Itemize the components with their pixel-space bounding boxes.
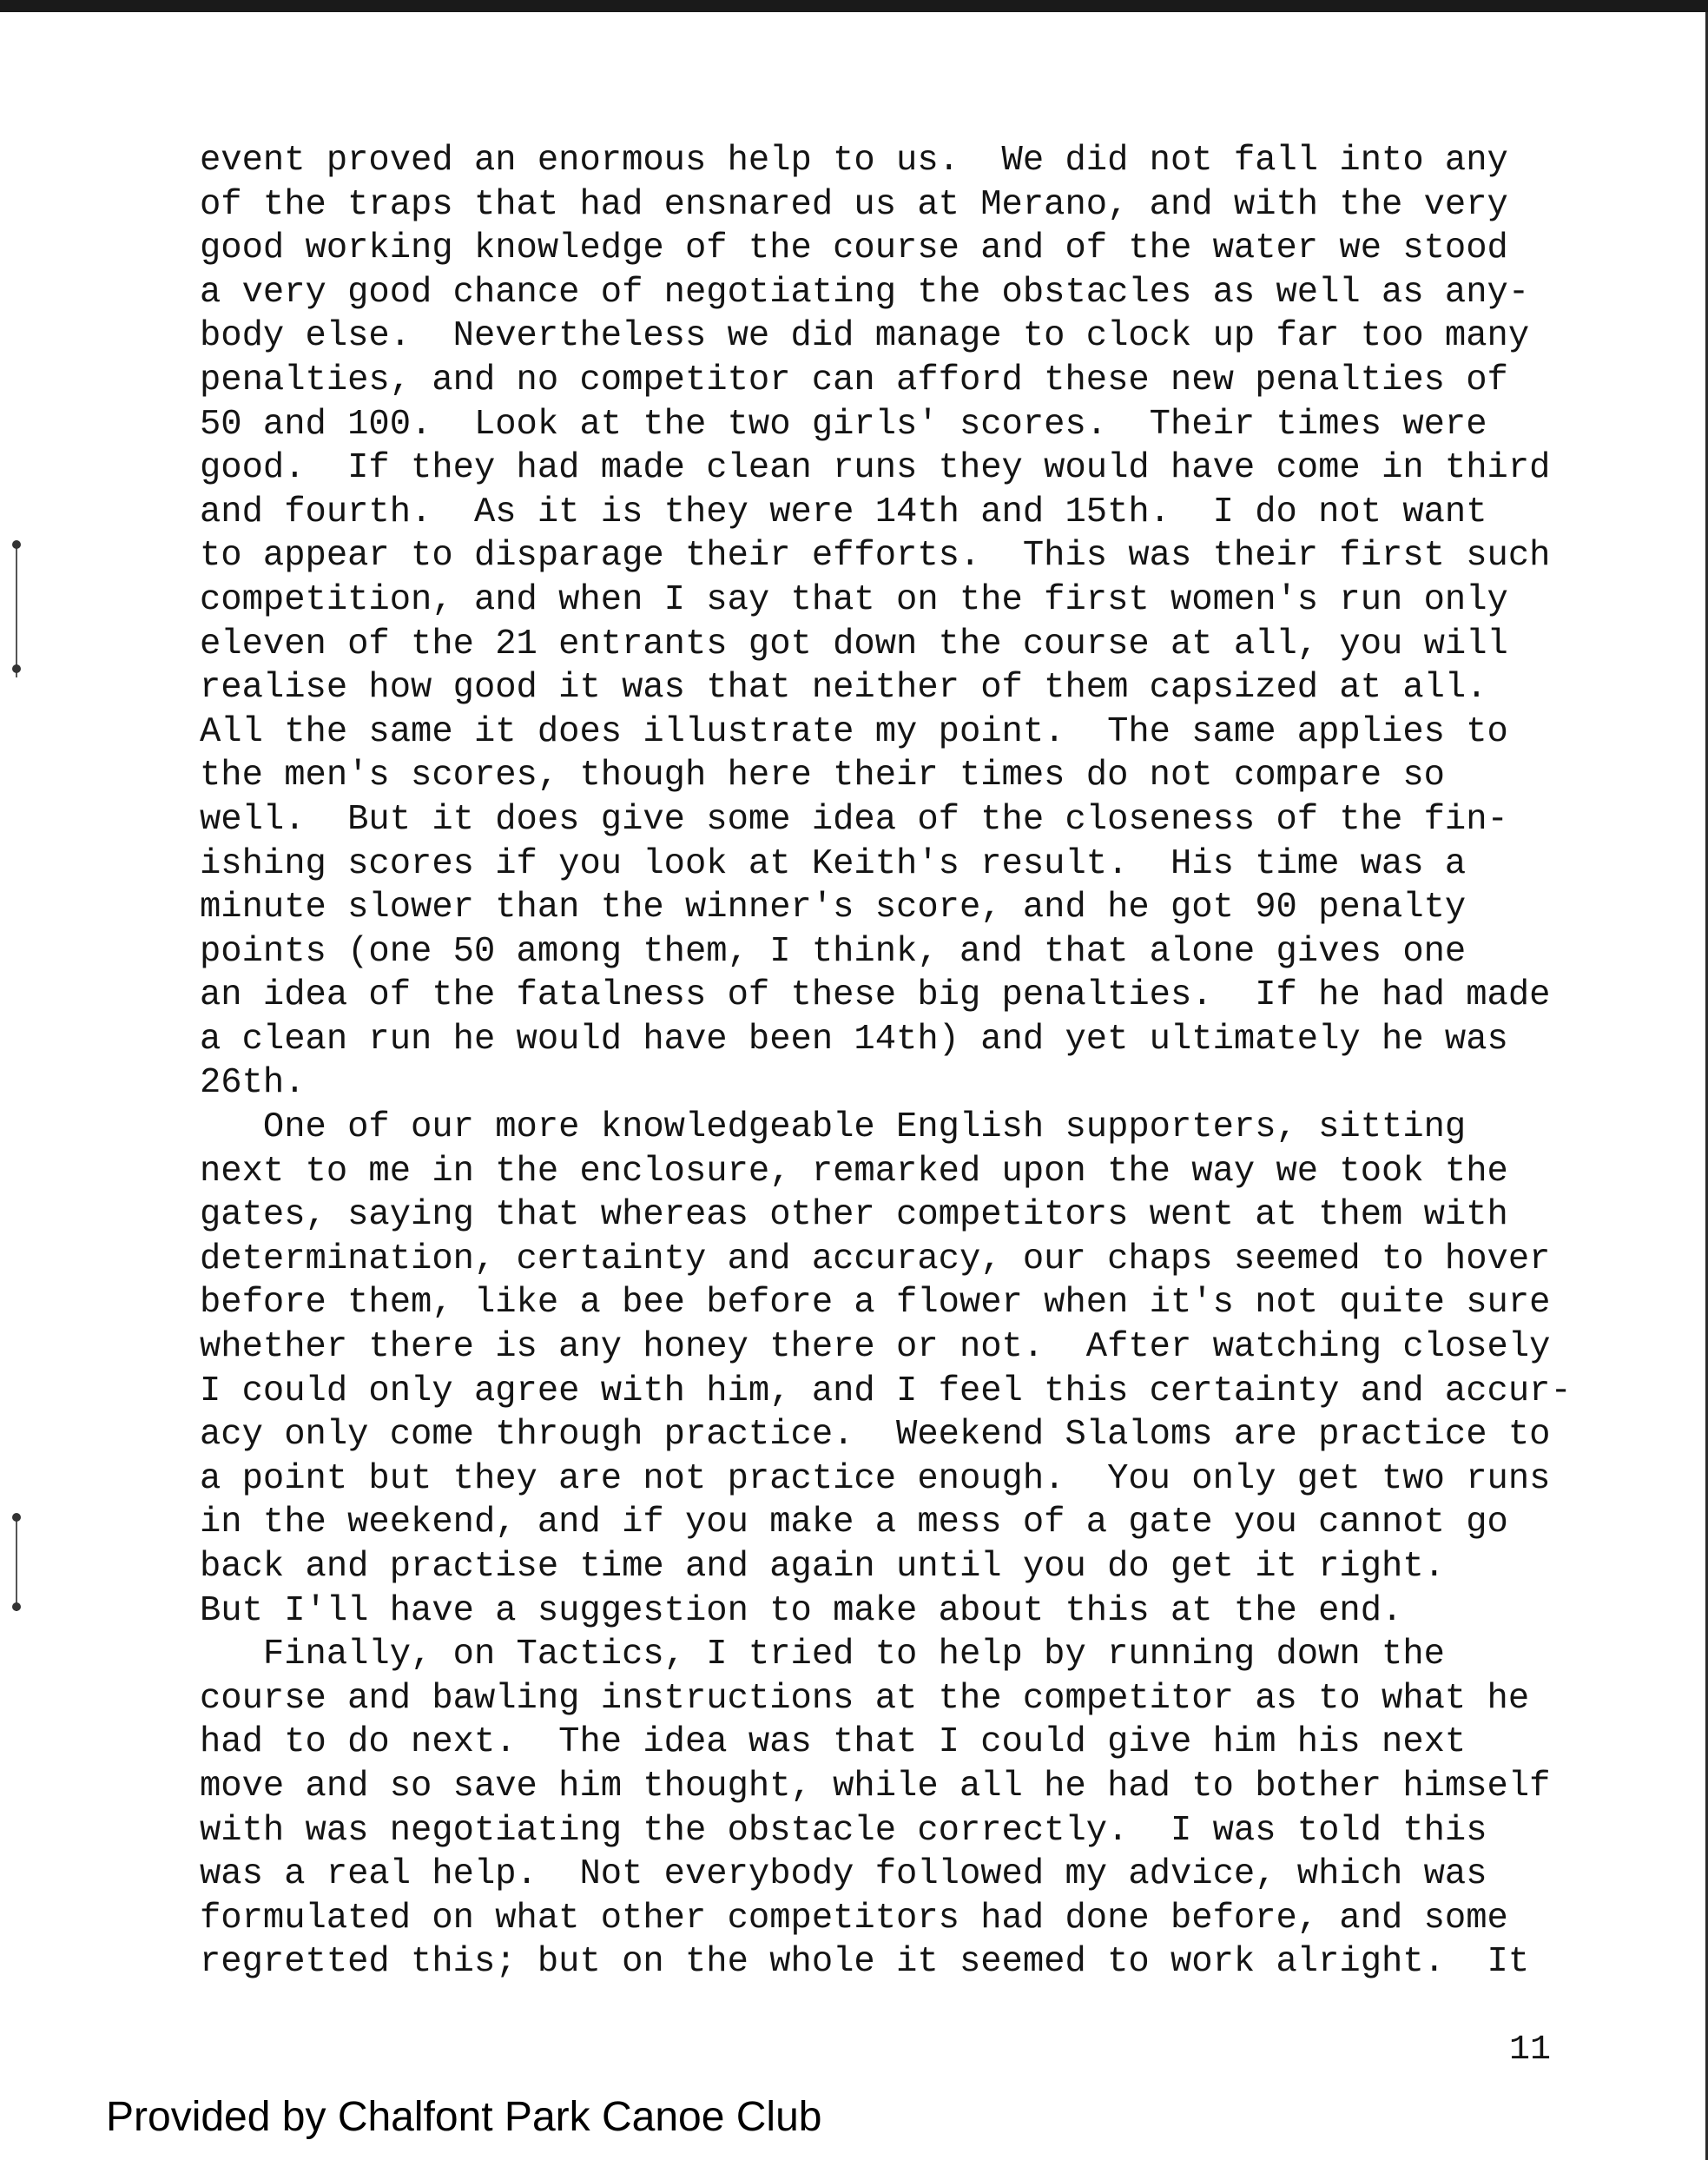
binder-dot xyxy=(12,1602,21,1611)
provider-footer: Provided by Chalfont Park Canoe Club xyxy=(106,2094,822,2140)
binder-dot xyxy=(12,1513,21,1522)
binder-dot xyxy=(12,664,21,673)
typed-body-text: event proved an enormous help to us. We did not fall into any of the traps that had ensnared us at Merano, and with the very good working knowledge of the course and of the water we stood a very good chance of negotiating the obstacles as well as any- body else. Nevertheless we did manage to clock up far too many penalties, and no competitor can afford these new penalties of 50 and 100. Look at the two girls' scores. Their times were good. If they had made clean runs they would have come in third and fourth. As it is they were 14th and 15th. I do not want to appear to disparage their efforts. This was their first such competition, and when I say that on the first women's run only eleven of the 21 entrants got down the course at all, you will realise how good it was that neither of them capsized at all. All the same it does illustrate my point. The same applies to the men's scores, though here their times do not compare so well. But it does give some idea of the closeness of the fin- ishing scores if you look at Keith's result. His time was a minute slower than the winner's score, and he got 90 penalty points (one 50 among them, I think, and that alone gives one an idea of the fatalness of these big penalties. If he had made a clean run he would have been 14th) and yet ultimately he was 26th. One of our more knowledgeable English supporters, sitting next to me in the enclosure, remarked upon the way we took the gates, saying that whereas other competitors went at them with determination, certainty and accuracy, our chaps seemed to hover before them, like a bee before a flower when it's not quite sure whether there is any honey there or not. After watching closely I could only agree with him, and I feel this certainty and accur- acy only come through practice. Weekend Slaloms are practice to a point but they are not practice enough. You only get two runs in the weekend, and if you make a mess of a gate you cannot go back and practise time and again until you do get it right. But I'll have a suggestion to make about this at the end. Finally, on Tactics, I tried to help by running down the course and bawling instructions at the competitor as to what he had to do next. The idea was that I could give him his next move and so save him thought, while all he had to bother himself with was negotiating the obstacle correctly. I was told this was a real help. Not everybody followed my advice, which was formulated on what other competitors had done before, and some regretted this; but on the whole it seemed to work alright. It xyxy=(200,141,1572,1983)
binder-mark xyxy=(16,1516,17,1611)
scan-top-edge xyxy=(0,0,1708,12)
binder-mark xyxy=(16,547,17,677)
page-number: 11 xyxy=(1509,2031,1552,2070)
binder-dot xyxy=(12,540,21,549)
